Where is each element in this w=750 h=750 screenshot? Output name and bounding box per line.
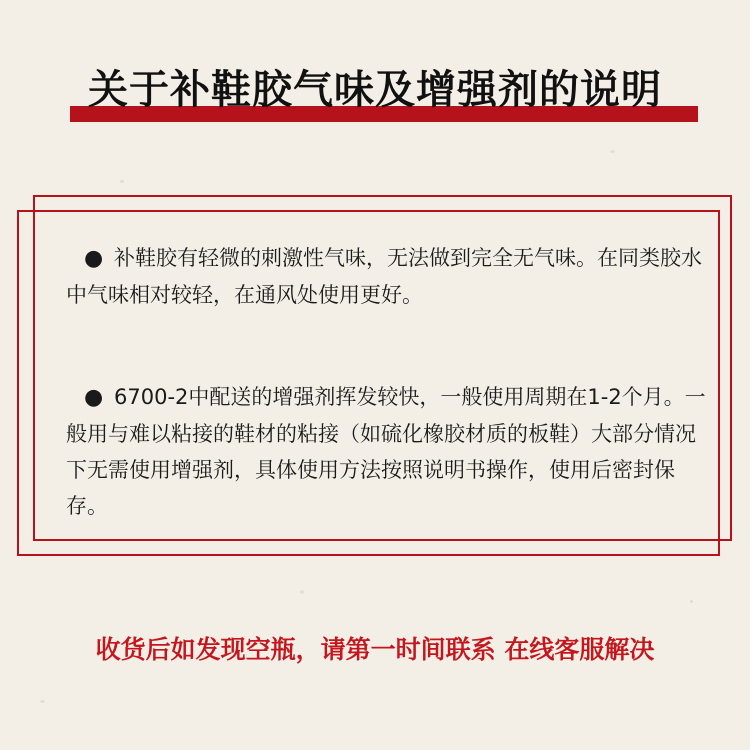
paper-texture-speck bbox=[40, 700, 45, 703]
notice-content bbox=[66, 240, 706, 524]
footer-notice: 收货后如发现空瓶，请第一时间联系 在线客服解决 bbox=[95, 635, 655, 664]
bullet-icon: ● bbox=[84, 246, 104, 271]
paper-texture-speck bbox=[120, 180, 124, 183]
notice-paragraph-odor bbox=[66, 240, 706, 313]
title-area bbox=[0, 62, 750, 132]
paragraph-text: 补鞋胶有轻微的刺激性气味，无法做到完全无气味。在同类胶水中气味相对较轻，在通风处使用更好。 bbox=[66, 246, 702, 307]
paper-texture-speck bbox=[610, 150, 615, 153]
page-title: 关于补鞋胶气味及增强剂的说明 bbox=[88, 67, 662, 113]
paper-texture-speck bbox=[300, 590, 304, 594]
bullet-icon: ● bbox=[84, 385, 104, 410]
notice-paragraph-enhancer bbox=[66, 379, 706, 524]
paragraph-text: 6700-2中配送的增强剂挥发较快，一般使用周期在1-2个月。一般用与难以粘接的鞋材的粘接（如硫化橡胶材质的板鞋）大部分情况下无需使用增强剂，具体使用方法按照说明书操作，使用后密封保存。 bbox=[66, 385, 706, 518]
paper-texture-speck bbox=[690, 600, 693, 603]
